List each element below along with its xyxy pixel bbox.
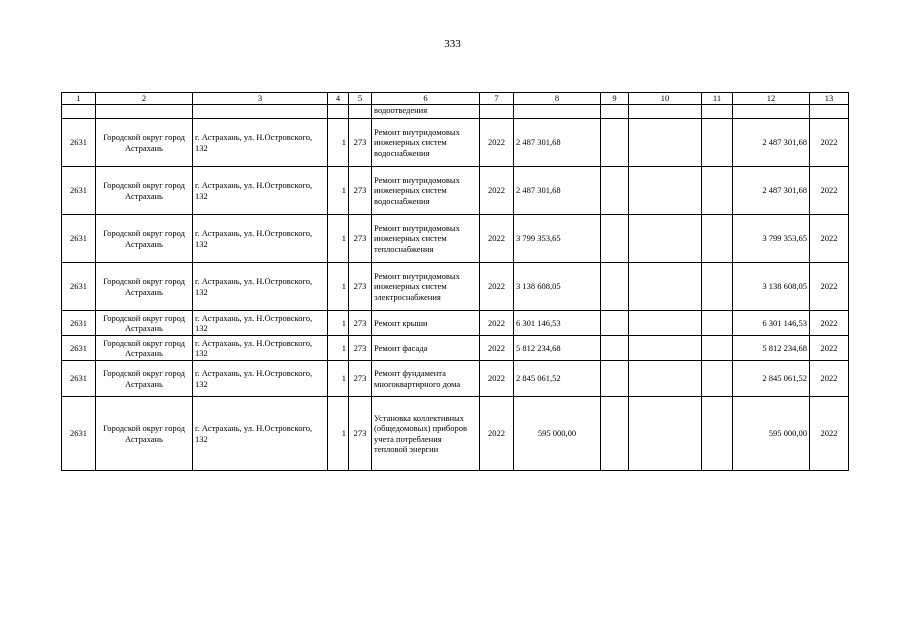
year-cell: 2022 <box>480 311 514 336</box>
col10-cell <box>629 361 702 397</box>
address-cell: г. Астрахань, ул. Н.Островского, 132 <box>193 263 328 311</box>
column-number-row <box>62 93 849 105</box>
table-row <box>62 361 849 397</box>
cost-cell: 6 301 146,53 <box>514 311 601 336</box>
col4-cell: 1 <box>328 167 349 215</box>
work-type-cell: Ремонт фундамента многоквартирного дома <box>372 361 480 397</box>
address-cell: г. Астрахань, ул. Н.Островского, 132 <box>193 311 328 336</box>
col9-cell <box>601 263 629 311</box>
municipality-cell: Городской округ город Астрахань <box>96 397 193 471</box>
column-header: 3 <box>193 93 328 105</box>
column-header: 10 <box>629 93 702 105</box>
column-header: 8 <box>514 93 601 105</box>
year-cell: 2022 <box>480 336 514 361</box>
column-header: 4 <box>328 93 349 105</box>
col9-cell <box>601 397 629 471</box>
address-cell: г. Астрахань, ул. Н.Островского, 132 <box>193 336 328 361</box>
col5-cell: 273 <box>349 397 372 471</box>
year-cell: 2022 <box>480 361 514 397</box>
year-cell: 2022 <box>480 397 514 471</box>
row-id: 2631 <box>62 167 96 215</box>
municipality-cell: Городской округ город Астрахань <box>96 119 193 167</box>
col9-cell <box>601 215 629 263</box>
total-cell: 3 138 608,05 <box>733 263 810 311</box>
column-header: 13 <box>810 93 849 105</box>
end-year-cell: 2022 <box>810 336 849 361</box>
table-row <box>62 263 849 311</box>
col5-cell: 273 <box>349 167 372 215</box>
end-year-cell: 2022 <box>810 361 849 397</box>
table-row <box>62 167 849 215</box>
column-header: 6 <box>372 93 480 105</box>
col5-cell: 273 <box>349 119 372 167</box>
table-row <box>62 215 849 263</box>
year-cell: 2022 <box>480 263 514 311</box>
table-row <box>62 311 849 336</box>
table-row <box>62 119 849 167</box>
col5-cell: 273 <box>349 361 372 397</box>
col10-cell <box>629 397 702 471</box>
work-type-cell: Ремонт внутридомовых инженерных систем водоснабжения <box>372 119 480 167</box>
total-cell: 595 000,00 <box>733 397 810 471</box>
municipality-cell: Городской округ город Астрахань <box>96 311 193 336</box>
column-header: 11 <box>702 93 733 105</box>
capital-repair-table <box>61 92 849 471</box>
total-cell: 6 301 146,53 <box>733 311 810 336</box>
row-id: 2631 <box>62 311 96 336</box>
end-year-cell: 2022 <box>810 311 849 336</box>
municipality-cell: Городской округ город Астрахань <box>96 336 193 361</box>
row-id: 2631 <box>62 397 96 471</box>
column-header: 5 <box>349 93 372 105</box>
address-cell: г. Астрахань, ул. Н.Островского, 132 <box>193 119 328 167</box>
col9-cell <box>601 311 629 336</box>
col10-cell <box>629 167 702 215</box>
col4-cell: 1 <box>328 263 349 311</box>
row-id: 2631 <box>62 119 96 167</box>
end-year-cell: 2022 <box>810 167 849 215</box>
address-cell: г. Астрахань, ул. Н.Островского, 132 <box>193 397 328 471</box>
col4-cell: 1 <box>328 311 349 336</box>
cost-cell: 3 799 353,65 <box>514 215 601 263</box>
col4-cell: 1 <box>328 215 349 263</box>
work-type-cell: Ремонт фасада <box>372 336 480 361</box>
col4-cell: 1 <box>328 336 349 361</box>
year-cell: 2022 <box>480 119 514 167</box>
col9-cell <box>601 167 629 215</box>
table-row <box>62 397 849 471</box>
municipality-cell: Городской округ город Астрахань <box>96 361 193 397</box>
table-row <box>62 336 849 361</box>
municipality-cell: Городской округ город Астрахань <box>96 215 193 263</box>
page-number: 333 <box>444 38 461 50</box>
col10-cell <box>629 119 702 167</box>
municipality-cell: Городской округ город Астрахань <box>96 167 193 215</box>
column-header: 9 <box>601 93 629 105</box>
cost-cell: 2 487 301,68 <box>514 119 601 167</box>
year-cell: 2022 <box>480 167 514 215</box>
work-type-cell: Установка коллективных (общедомовых) приборов учета потребления тепловой энергии <box>372 397 480 471</box>
col11-cell <box>702 361 733 397</box>
col5-cell: 273 <box>349 336 372 361</box>
col5-cell: 273 <box>349 215 372 263</box>
column-header: 1 <box>62 93 96 105</box>
municipality-cell: Городской округ город Астрахань <box>96 263 193 311</box>
cost-cell: 5 812 234,68 <box>514 336 601 361</box>
end-year-cell: 2022 <box>810 397 849 471</box>
row-id: 2631 <box>62 336 96 361</box>
total-cell: 2 487 301,68 <box>733 119 810 167</box>
cost-cell: 3 138 608,05 <box>514 263 601 311</box>
work-type-cell: Ремонт внутридомовых инженерных систем электроснабжения <box>372 263 480 311</box>
col11-cell <box>702 215 733 263</box>
continuation-row <box>62 105 849 119</box>
total-cell: 2 845 061,52 <box>733 361 810 397</box>
column-header: 2 <box>96 93 193 105</box>
work-type-cell: Ремонт внутридомовых инженерных систем теплоснабжения <box>372 215 480 263</box>
end-year-cell: 2022 <box>810 215 849 263</box>
col11-cell <box>702 167 733 215</box>
col11-cell <box>702 119 733 167</box>
col4-cell: 1 <box>328 119 349 167</box>
address-cell: г. Астрахань, ул. Н.Островского, 132 <box>193 361 328 397</box>
col9-cell <box>601 119 629 167</box>
column-header: 7 <box>480 93 514 105</box>
col9-cell <box>601 336 629 361</box>
col10-cell <box>629 215 702 263</box>
end-year-cell: 2022 <box>810 263 849 311</box>
address-cell: г. Астрахань, ул. Н.Островского, 132 <box>193 167 328 215</box>
col4-cell: 1 <box>328 361 349 397</box>
col9-cell <box>601 361 629 397</box>
total-cell: 3 799 353,65 <box>733 215 810 263</box>
col11-cell <box>702 336 733 361</box>
cost-cell: 595 000,00 <box>514 397 601 471</box>
cost-cell: 2 845 061,52 <box>514 361 601 397</box>
col10-cell <box>629 311 702 336</box>
col5-cell: 273 <box>349 311 372 336</box>
address-cell: г. Астрахань, ул. Н.Островского, 132 <box>193 215 328 263</box>
col11-cell <box>702 263 733 311</box>
col10-cell <box>629 263 702 311</box>
col11-cell <box>702 397 733 471</box>
total-cell: 5 812 234,68 <box>733 336 810 361</box>
col5-cell: 273 <box>349 263 372 311</box>
end-year-cell: 2022 <box>810 119 849 167</box>
col4-cell: 1 <box>328 397 349 471</box>
col10-cell <box>629 336 702 361</box>
cost-cell: 2 487 301,68 <box>514 167 601 215</box>
row-id: 2631 <box>62 215 96 263</box>
col11-cell <box>702 311 733 336</box>
work-type-cell: Ремонт крыши <box>372 311 480 336</box>
row-id: 2631 <box>62 263 96 311</box>
continuation-text: водоотведения <box>372 105 480 119</box>
work-type-cell: Ремонт внутридомовых инженерных систем водоснабжения <box>372 167 480 215</box>
column-header: 12 <box>733 93 810 105</box>
row-id: 2631 <box>62 361 96 397</box>
total-cell: 2 487 301,68 <box>733 167 810 215</box>
year-cell: 2022 <box>480 215 514 263</box>
